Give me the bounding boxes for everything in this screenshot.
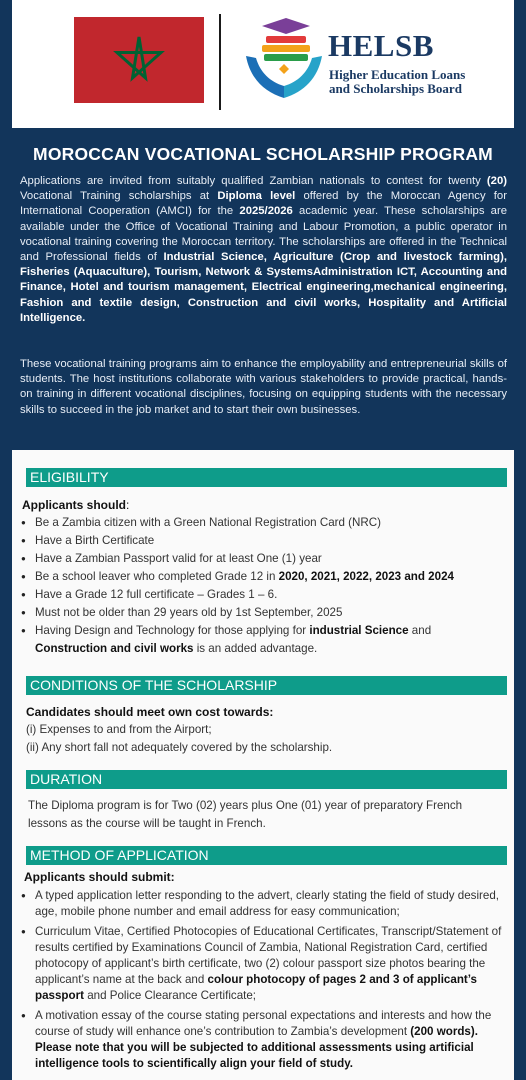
header-divider [219, 14, 221, 110]
method-lead: Applicants should submit: [24, 870, 175, 884]
list-item [21, 514, 509, 532]
list-item [21, 924, 511, 1004]
eligibility-text: Having Design and Technology for those applying for [35, 624, 310, 637]
method-text: Curriculum Vitae, Certified Photocopies of Educational Certificates, Transcript/Statement of results certified by Examinations Council of Zambia, National Registration Card, certified photocopy of applicant’s birth certificate, two (2) colour passport size photos bearing the applicant’s name at the back and [35, 925, 502, 986]
list-item [21, 1008, 511, 1072]
duration-text: The Diploma program is for Two (02) years plus One (01) year of preparatory French lessons as the course will be taught in French. [28, 799, 463, 830]
eligibility-lead-bold: Applicants should [22, 498, 127, 512]
board-name: HELSB [328, 28, 434, 63]
board-tagline-line2: and Scholarships Board [329, 81, 462, 96]
passport-requirement: colour photocopy of pages 2 and 3 of applicant’s passport [35, 973, 478, 1002]
eligibility-text: Be a Zambia citizen with a Green National Registration Card (NRC) [35, 516, 382, 529]
list-item [21, 586, 509, 604]
list-item [21, 550, 509, 568]
page-title: MOROCCAN VOCATIONAL SCHOLARSHIP PROGRAM [33, 144, 493, 164]
duration-heading: DURATION [26, 770, 507, 789]
conditions-lead: Candidates should meet own cost towards: [26, 705, 274, 719]
header-banner [12, 0, 514, 128]
method-text: and Police Clearance Certificate; [83, 989, 257, 1002]
eligibility-text: Be a school leaver who completed Grade 12 in [35, 570, 279, 583]
field-construction: Construction and civil works [35, 642, 194, 655]
field-industrial-science: industrial Science [309, 624, 409, 637]
method-list [21, 888, 511, 1076]
eligibility-text: and [408, 624, 432, 637]
method-text: A motivation essay of the course stating personal expectations and interests and how the course of study will enhance one’s contribution to Zambia’s development [35, 1009, 492, 1038]
eligibility-lead [22, 498, 129, 512]
intro-paragraph-2: These vocational training programs aim to enhance the employability and entrepreneurial skills of students. The host institutions collaborate with various stakeholders to provide practical, hands-on training in different vocational disciplines, focusing on equipping students with the necessary skills to succeed in the job market and to start their own businesses. [20, 358, 507, 416]
helsb-logo-icon [238, 16, 330, 108]
intro-text: offered by the Moroccan Agency for International Cooperation (AMCI) for the [20, 190, 507, 218]
method-heading: METHOD OF APPLICATION [26, 846, 507, 865]
eligibility-text: Must not be older than 29 years old by 1st September, 2025 [35, 606, 343, 619]
method-text: A typed application letter responding to the advert, clearly stating the field of study desired, age, mobile phone number and email address for easy communication; [35, 889, 500, 918]
fields-of-study: Industrial Science, Agriculture (Crop and livestock farming), Fisheries (Aquaculture), Tourism, Network & SystemsAdministration ICT, Accounting and Finance, Hotel and tourism management, Electrical engineering,mechanical engineering, Fashion and textile design, Construction and civil works, Hospitality and Artificial Intelligence. [20, 251, 507, 324]
academic-year: 2025/2026 [239, 205, 293, 218]
diploma-level: Diploma level [217, 190, 296, 203]
eligibility-text: Have a Zambian Passport valid for at least One (1) year [35, 552, 322, 565]
intro-text: academic year. These scholarships are available under the Office of Vocational Training and Labour Promotion, a public operator in vocational training covering the Moroccan territory. The scholarships are offered in the Technical and Professional fields of [20, 205, 508, 264]
condition-item-1: (i) Expenses to and from the Airport; [26, 723, 212, 736]
program-intro-section [12, 128, 514, 450]
eligibility-list [21, 514, 509, 658]
list-item [21, 604, 509, 622]
list-item [21, 568, 509, 586]
list-item [21, 622, 509, 658]
intro-text: Applications are invited from suitably qualified Zambian nationals to contest for twenty [20, 175, 487, 187]
grade-12-years: 2020, 2021, 2022, 2023 and 2024 [278, 570, 454, 583]
board-tagline-line1: Higher Education Loans [329, 67, 466, 82]
scholarship-count: (20) [486, 175, 507, 187]
eligibility-text: Have a Grade 12 full certificate – Grades 1 – 6. [35, 588, 278, 601]
eligibility-text: Have a Birth Certificate [35, 534, 155, 547]
essay-requirement: (200 words). Please note that you will be subjected to additional assessments using artificial intelligence tools to scientifically align your field of study. [35, 1025, 478, 1070]
eligibility-heading: ELIGIBILITY [26, 468, 507, 487]
list-item [21, 888, 511, 920]
eligibility-lead-colon: : [126, 498, 130, 512]
conditions-heading: CONDITIONS OF THE SCHOLARSHIP [26, 676, 507, 695]
condition-item-2: (ii) Any short fall not adequately covered by the scholarship. [26, 741, 333, 754]
moroccan-flag-icon [74, 17, 204, 103]
list-item [21, 532, 509, 550]
intro-paragraph-1 [20, 174, 507, 326]
details-section [12, 450, 514, 1080]
eligibility-text: is an added advantage. [193, 642, 318, 655]
intro-text: Vocational Training scholarships at [20, 190, 218, 203]
